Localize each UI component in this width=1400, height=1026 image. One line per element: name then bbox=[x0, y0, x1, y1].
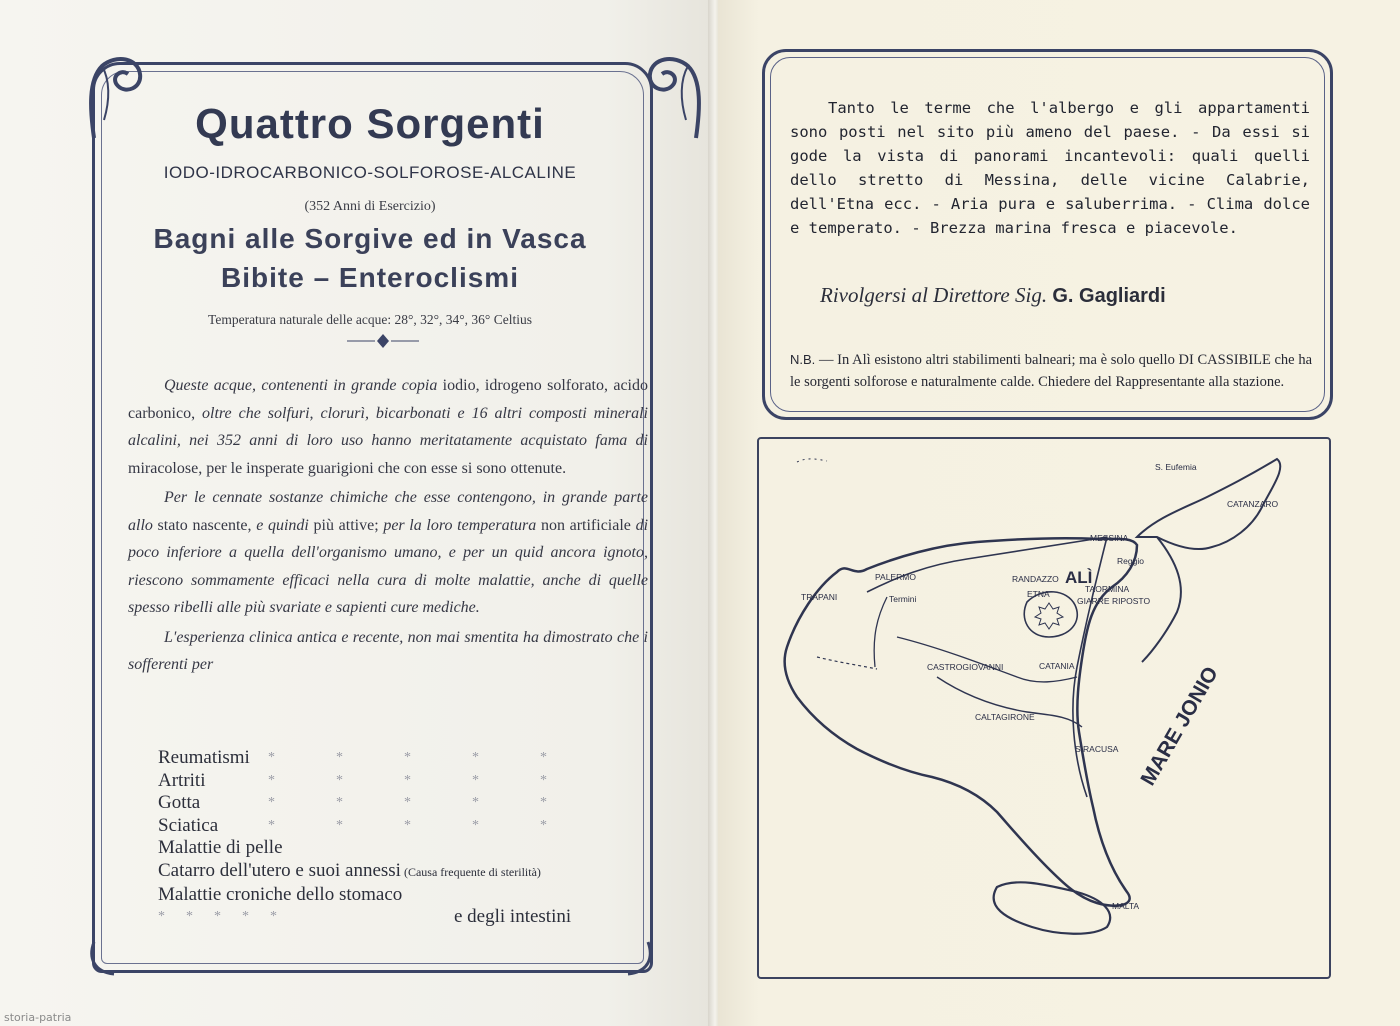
body-text-segment: e quindi bbox=[256, 516, 309, 534]
ailment-row bbox=[158, 747, 628, 770]
label-reggio: Reggio bbox=[1117, 556, 1144, 566]
star-glyph: * bbox=[158, 909, 165, 925]
body-text-segment: iodio, idrogeno solforato, acido carbonico, bbox=[128, 377, 648, 422]
contact-line bbox=[820, 283, 1300, 308]
star-glyph: * bbox=[472, 772, 479, 788]
ailment-row bbox=[158, 860, 628, 884]
label-etna: ETNA bbox=[1027, 589, 1050, 599]
body-text-segment: più attive; bbox=[308, 516, 384, 534]
rail-dashed-west bbox=[817, 657, 877, 669]
label-giarre: GIARRE RIPOSTO bbox=[1077, 596, 1151, 606]
nb-label: N.B. bbox=[790, 352, 816, 367]
baths-heading-line2: Bibite – Enteroclismi bbox=[221, 262, 519, 293]
label-termini: Termini bbox=[889, 594, 917, 604]
page-title: Quattro Sorgenti bbox=[195, 100, 545, 147]
star-glyph: * bbox=[472, 750, 479, 765]
star-separators bbox=[158, 906, 298, 929]
ailment-row-final bbox=[158, 906, 628, 928]
star-glyph: * bbox=[472, 795, 479, 811]
body-text-segment: L'esperienza clinica antica e recente, non mai smentita ha dimostrato che i sofferenti per bbox=[128, 628, 648, 673]
label-messina: MESSINA bbox=[1090, 533, 1129, 543]
body-paragraph bbox=[128, 484, 648, 622]
ailment-note: (Causa frequente di sterilità) bbox=[400, 864, 541, 879]
body-text-segment: Queste acque, contenenti in grande copia bbox=[164, 377, 438, 394]
diamond-divider-ornament bbox=[343, 332, 423, 350]
body-paragraph bbox=[128, 372, 648, 482]
ailment-row bbox=[158, 792, 628, 815]
star-separators bbox=[268, 770, 608, 793]
star-glyph: * bbox=[540, 750, 547, 765]
body-text-segment: di poco inferiore a quella dell'organismo umano, e per un quid ancora ignoto, riescono sommamente efficaci nella cura di molte malattie, anche di quelle spesso ribelli alle più svariate e sapienti cure mediche. bbox=[128, 516, 649, 616]
star-glyph: * bbox=[214, 909, 221, 925]
star-glyph: * bbox=[540, 772, 547, 788]
body-text-segment: miracolose, per le insperate guarigioni che con esse si sono ottenute. bbox=[128, 459, 567, 477]
left-body-text bbox=[128, 372, 648, 681]
ailments-list bbox=[158, 747, 628, 928]
star-glyph: * bbox=[268, 817, 275, 833]
bottom-right-ornament bbox=[618, 940, 658, 980]
star-glyph: * bbox=[336, 750, 343, 765]
label-catanzaro: CATANZARO bbox=[1227, 499, 1279, 509]
star-separators bbox=[268, 815, 608, 838]
nb-text: — In Alì esistono altri stabilimenti balneari; ma è solo quello DI CASSIBILE che ha le sorgenti solforose e naturalmente calde. Chiedere del Rappresentante alla stazione. bbox=[790, 352, 1312, 390]
label-taormina: TAORMINA bbox=[1085, 584, 1130, 594]
etna-crater-icon bbox=[1035, 603, 1063, 629]
hotel-description-text: Tanto le terme che l'albergo e gli appartamenti sono posti nel sito più ameno del paese. - Da essi si gode la vista di panorami incantevoli: quali quelli dello stretto di Messina, delle vicine Calabrie, dell'Etna ecc. - Aria pura e saluberrima. - Clima dolce e temperato. - Brezza marina fresca e piacevole. bbox=[790, 99, 1310, 237]
rail-interior bbox=[897, 637, 1077, 682]
label-castrogiovanni: CASTROGIOVANNI bbox=[927, 662, 1004, 672]
temperature-note: Temperatura naturale delle acque: 28°, 32°, 34°, 36° Celtius bbox=[208, 312, 532, 327]
ailment-name: Malattie di pelle bbox=[158, 837, 283, 859]
ailment-name: Reumatismi bbox=[158, 747, 250, 768]
star-glyph: * bbox=[268, 772, 275, 788]
body-text-segment: per la loro temperatura bbox=[383, 516, 537, 534]
watermark: storia-patria bbox=[4, 1011, 72, 1024]
ailment-row bbox=[158, 815, 628, 838]
ailment-name: Artriti bbox=[158, 769, 206, 791]
body-text-segment: Per le cennate sostanze chimiche che esse contengono, in grande parte allo bbox=[128, 489, 648, 534]
springs-subtitle: IODO-IDROCARBONICO-SOLFOROSE-ALCALINE bbox=[163, 163, 577, 182]
label-randazzo: RANDAZZO bbox=[1012, 574, 1059, 584]
ailment-name: Catarro dell'utero e suoi annessi bbox=[158, 859, 401, 881]
label-siracusa: SIRACUSA bbox=[1075, 744, 1119, 754]
label-palermo: PALERMO bbox=[875, 572, 916, 582]
director-name: G. Gagliardi bbox=[1052, 285, 1166, 307]
star-separators bbox=[268, 747, 608, 770]
ailment-name: Malattie croniche dello stomaco bbox=[158, 883, 403, 905]
ailment-name: Gotta bbox=[158, 792, 201, 814]
star-separators bbox=[268, 792, 608, 815]
label-catania: CATANIA bbox=[1039, 661, 1075, 671]
star-glyph: * bbox=[268, 750, 275, 765]
ailment-row bbox=[158, 837, 628, 860]
label-caltagirone: CALTAGIRONE bbox=[975, 712, 1035, 722]
label-malta: MALTA bbox=[1112, 901, 1140, 911]
baths-heading-line1: Bagni alle Sorgive ed in Vasca bbox=[153, 223, 587, 254]
malta-island bbox=[994, 882, 1111, 933]
star-glyph: * bbox=[404, 750, 411, 765]
years-note: (352 Anni di Esercizio) bbox=[304, 199, 436, 214]
map-decoration-dashes bbox=[797, 459, 827, 462]
label-s-eufemia: S. Eufemia bbox=[1155, 462, 1197, 472]
ailment-row bbox=[158, 770, 628, 793]
star-glyph: * bbox=[336, 817, 343, 833]
star-glyph: * bbox=[336, 772, 343, 788]
ailment-row bbox=[158, 884, 628, 907]
star-glyph: * bbox=[270, 909, 277, 925]
contact-prefix: Rivolgersi al Direttore Sig. bbox=[820, 283, 1048, 307]
art-nouveau-corner-ornament-right bbox=[630, 50, 710, 140]
rail-palermo-south bbox=[874, 597, 887, 667]
star-glyph: * bbox=[404, 772, 411, 788]
body-text-segment: non artificiale bbox=[536, 516, 636, 534]
star-glyph: * bbox=[242, 909, 249, 925]
star-glyph: * bbox=[540, 795, 547, 811]
label-mare-jonio: MARE JONIO bbox=[1136, 662, 1223, 790]
body-text-segment: stato nascente, bbox=[152, 516, 257, 534]
star-glyph: * bbox=[186, 909, 193, 925]
star-glyph: * bbox=[404, 817, 411, 833]
star-glyph: * bbox=[268, 795, 275, 811]
star-glyph: * bbox=[404, 795, 411, 811]
body-paragraph bbox=[128, 624, 648, 679]
star-glyph: * bbox=[336, 795, 343, 811]
star-glyph: * bbox=[540, 817, 547, 833]
label-ali: ALÌ bbox=[1065, 568, 1093, 587]
star-glyph: * bbox=[472, 817, 479, 833]
label-trapani: TRAPANI bbox=[801, 592, 838, 602]
sicily-map bbox=[757, 437, 1327, 975]
nota-bene bbox=[790, 349, 1312, 393]
bottom-left-ornament bbox=[84, 940, 124, 980]
ailment-name: Sciatica bbox=[158, 814, 219, 836]
body-text-segment: oltre che solfuri, clorurì, bicarbonati e 16 altri composti minerali alcalini, nei 352 anni di loro uso hanno meritatamente acquistato fama di bbox=[128, 404, 648, 449]
hotel-description bbox=[790, 96, 1310, 240]
ailment-tail-text: e degli intestini bbox=[454, 906, 572, 928]
